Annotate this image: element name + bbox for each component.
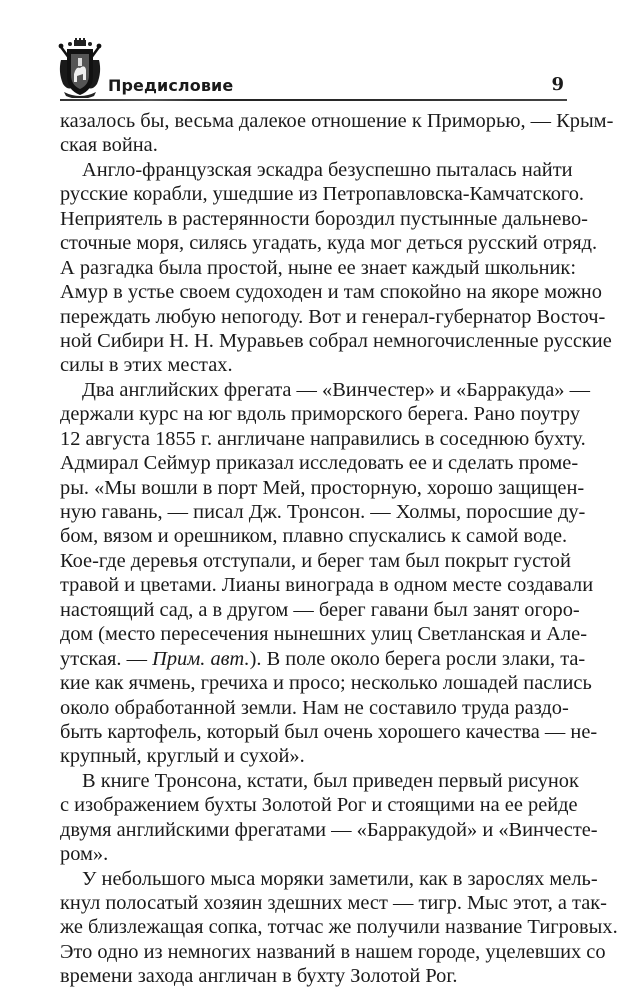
paragraph [60,769,598,867]
text-line: переждать любую непогоду. Вот и генерал-губернатор Восточ- [60,305,606,328]
text-line: ной Сибири Н. Н. Муравьев собрал немногочисленные русские [60,329,612,352]
text-line: времени захода англичан в бухту Золотой Рог. [60,965,458,988]
text-line: сточные моря, силясь угадать, куда мог деться русский отряд. [60,232,598,255]
paragraph [60,158,612,378]
text-line: казалось бы, весьма далекое отношение к Приморью, — Крым- [60,110,614,132]
text-line: силы в этих местах. [60,354,233,377]
text-line: травой и цветами. Лианы винограда в одном месте создавали [60,574,594,597]
text-line: кие как ячмень, гречиха и просо; несколько лошадей паслись [60,672,592,695]
text-line: кнул полосатый хозяин здешних мест — тигр. Мыс этот, а так- [60,892,607,914]
paragraph [60,867,618,989]
section-title: Предисловие [108,76,234,95]
text-line: крупный, круглый и сухой». [60,745,305,768]
text-line: Англо-французская эскадра безуспешно пыталась найти [82,158,573,181]
text-line: Два английских фрегата — «Винчестер» и «Барракуда» — [82,378,590,401]
author-note-italic: Прим. авт. [152,647,250,670]
text-line: быть картофель, который был очень хорошего качества — не- [60,720,598,743]
text-line: В книге Тронсона, кстати, был приведен первый рисунок [82,769,579,792]
header-divider [60,99,567,101]
text-line: Неприятель в растерянности бороздил пустынные дальнево- [60,207,588,230]
text-line: же близлежащая сопка, тотчас же получили название Тигровых. [60,916,618,939]
paragraph [60,109,614,158]
page-number: 9 [551,74,564,95]
text-line: Амур в устье своем судоходен и там спокойно на якоре можно [60,281,602,304]
text-line: Кое-где деревья отступали, и берег там был покрыт густой [60,549,571,572]
text-line: бом, вязом и орешником, плавно спускались к самой воде. [60,525,568,548]
text-line: двумя английскими фрегатами — «Барракудой» и «Винчесте- [60,818,598,841]
text-line: дом (место пересечения нынешних улиц Светланская и Але- [60,623,587,646]
text-line: Адмирал Сеймур приказал исследовать ее и сделать проме- [60,452,579,475]
text-line: А разгадка была простой, ныне ее знает каждый школьник: [60,256,576,279]
text-line: держали курс на юг вдоль приморского берега. Рано поутру [60,403,581,426]
text-line: с изображением бухты Золотой Рог и стоящими на ее рейде [60,794,578,817]
text-line: ром». [60,843,109,866]
text-line-with-note [60,647,586,671]
text-fragment: ). В поле около берега росли злаки, та- [249,647,586,670]
text-line: ную гавань, — писал Дж. Тронсон. — Холмы, поросшие ду- [60,501,586,523]
text-line: Это одно из немногих названий в нашем городе, уцелевших со [60,940,606,963]
text-line: 12 августа 1855 г. англичане направились в соседнюю бухту. [60,427,586,450]
text-fragment: утская. — [60,647,153,670]
city-coat-of-arms-icon [58,38,102,98]
text-line: около обработанной земли. Нам не составило труда раздо- [60,696,569,719]
text-line: У небольшого мыса моряки заметили, как в зарослях мель- [82,867,598,890]
running-header [58,36,568,100]
text-line: ры. «Мы вошли в порт Мей, просторную, хорошо защищен- [60,476,585,499]
paragraph [60,378,598,769]
text-line: настоящий сад, а в другом — берег гавани был занят огоро- [60,598,580,621]
text-line: ская война. [60,134,158,157]
text-line: русские корабли, ушедшие из Петропавловска-Камчатского. [60,183,585,206]
body-text [60,109,618,989]
